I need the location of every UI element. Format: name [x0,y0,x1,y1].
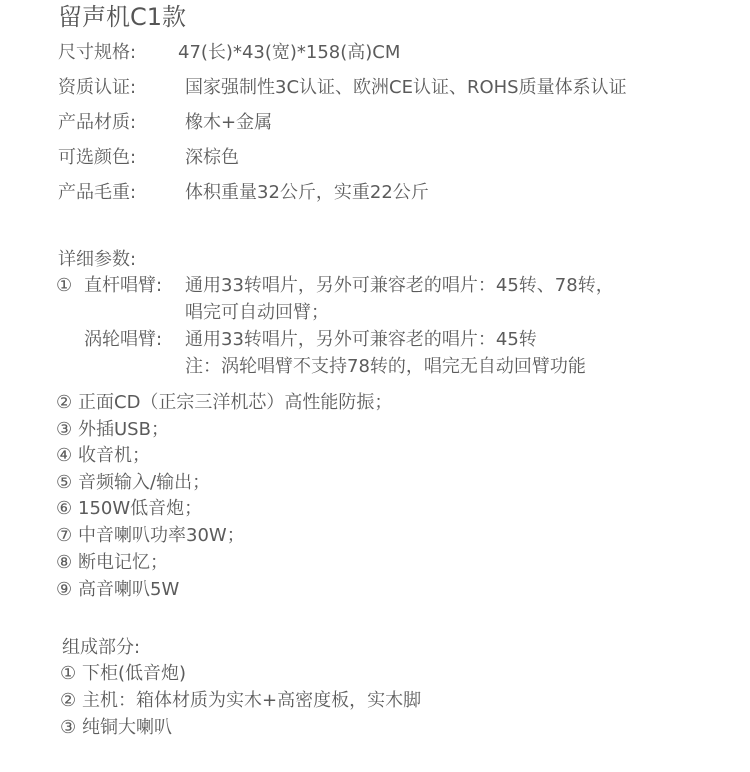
components-heading: 组成部分: [62,637,141,658]
detail-item: ⑦ 中音喇叭功率30W； [56,525,245,546]
straight-arm-label: 直杆唱臂: [84,275,163,296]
component-item: ① 下柜(低音炮) [60,663,187,684]
spec-material-value: 橡木+金属 [185,112,273,133]
page-title: 留声机C1款 [58,3,187,31]
turbine-arm-note: 注：涡轮唱臂不支持78转的，唱完无自动回臂功能 [185,356,586,377]
detail-item: ⑥ 150W低音炮； [56,498,203,519]
spec-size-value: 47(长)*43(宽)*158(高)CM [178,42,401,63]
straight-arm-line2: 唱完可自动回臂； [185,302,329,323]
detail-item: ⑤ 音频输入/输出； [56,472,211,493]
component-item: ② 主机：箱体材质为实木+高密度板，实木脚 [60,690,422,711]
straight-arm-line1: 通用33转唱片，另外可兼容老的唱片：45转、78转， [185,275,614,296]
detail-item: ② 正面CD（正宗三洋机芯）高性能防振； [56,392,393,413]
spec-color-label: 可选颜色: [58,147,137,168]
detail-item: ⑨ 高音喇叭5W [56,579,180,600]
spec-cert-label: 资质认证: [58,77,137,98]
component-item: ③ 纯铜大喇叭 [60,717,172,738]
spec-color-value: 深棕色 [185,147,239,168]
spec-material-label: 产品材质: [58,112,137,133]
tonearm-number: ① [56,275,73,296]
spec-cert-value: 国家强制性3C认证、欧洲CE认证、ROHS质量体系认证 [185,77,627,98]
turbine-arm-line1: 通用33转唱片，另外可兼容老的唱片：45转 [185,329,537,350]
turbine-arm-label: 涡轮唱臂: [84,329,163,350]
spec-weight-value: 体积重量32公斤，实重22公斤 [185,182,429,203]
detail-item: ④ 收音机； [56,445,150,466]
details-heading: 详细参数: [58,249,137,270]
detail-item: ③ 外插USB； [56,419,169,440]
spec-size-label: 尺寸规格: [58,42,137,63]
detail-item: ⑧ 断电记忆； [56,552,168,573]
spec-weight-label: 产品毛重: [58,182,137,203]
